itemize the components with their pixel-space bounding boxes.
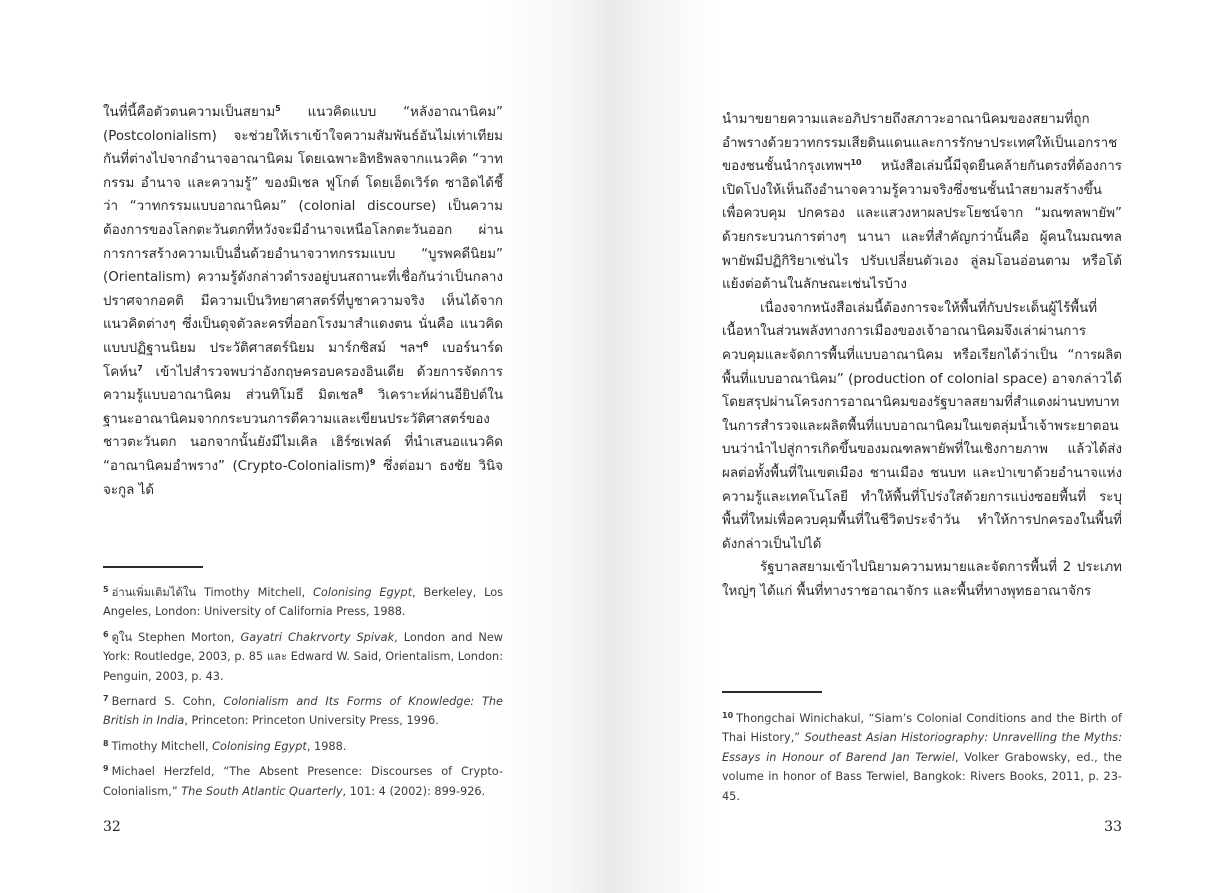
footnote-number: 9 [103, 764, 109, 774]
footnote-separator [722, 691, 822, 693]
footnote-number: 7 [103, 694, 109, 704]
body-paragraph [722, 297, 1122, 557]
footnote [103, 628, 503, 686]
text-run: ในที่นี้คือตัวตนความเป็นสยาม [103, 105, 276, 120]
text-run: ดูใน Stephen Morton, [111, 630, 241, 644]
footnote [103, 762, 503, 801]
footnote [103, 692, 503, 731]
page-number-left: 32 [103, 819, 121, 835]
footnote [722, 709, 1122, 806]
footnote [103, 737, 503, 756]
text-run: Thongchai Winichakul, “Siam’s Colonial Conditions and the Birth of Thai History,” [722, 712, 1122, 745]
body-paragraph [103, 101, 503, 502]
footnote-marker: 6 [422, 339, 429, 349]
text-run: เนื่องจากหนังสือเล่มนี้ต้องการจะให้พื้นที่กับประเด็นผู้ไร้พื้นที่ เนื้อหาในส่วนพลังทางการเมืองของเจ้าอาณานิคมจึงเล่าผ่านการควบคุมและจัดการพื้นที่แบบอาณานิคม หรือเรียกได้ว่าเป็น “การผลิตพื้นที่แบบอาณานิคม” (production of colonial space) อาจกล่าวได้โดยสรุปผ่านโครงการอาณานิคมของรัฐบาลสยามที่สำแดงผ่านบทบาทในการสำรวจและผลิตพื้นที่แบบอาณานิคมในเขตลุ่มน้ำเจ้าพระยาตอนบนว่านำไปสู่การเกิดขึ้นของมณฑลพายัพที่ในเชิงกายภาพ แล้วได้ส่งผลต่อทั้งพื้นที่ในเขตเมือง ชานเมือง ชนบท และป่าเขาด้วยอำนาจแห่งความรู้และเทคโนโลยี ทำให้พื้นที่โปร่งใสด้วยการแบ่งซอยพื้นที่ ระบุพื้นที่ใหม่เพื่อควบคุมพื้นที่ในชีวิตประจำวัน ทำให้การปกครองในพื้นที่ดังกล่าวเป็นไปได้ [722, 300, 1122, 552]
text-run: , 1988. [306, 739, 347, 753]
body-paragraph [722, 556, 1122, 603]
footnote-separator [103, 566, 203, 568]
text-run: หนังสือเล่มนี้มีจุดยืนคล้ายกันตรงที่ต้องการเปิดโปงให้เห็นถึงอำนาจความรู้ความจริงซึ่งชนชั้นนำสยามสร้างขึ้นเพื่อควบคุม ปกครอง และแสวงหาผลประโยชน์จาก “มณฑลพายัพ” ด้วยกระบวนการต่างๆ นานา และที่สำคัญกว่านั้นคือ ผู้คนในมณฑลพายัพมีปฏิกิริยาเช่นไร ปรับเปลี่ยนตัวเอง ลู่ลมโอนอ่อนตาม หรือโต้แย้งต่อต้านในลักษณะเช่นไรบ้าง [722, 159, 1122, 293]
text-run: , Berkeley, Los Angeles, London: University of California Press, 1988. [103, 586, 503, 619]
right-page [612, 0, 1225, 893]
footnote-marker: 7 [137, 363, 143, 373]
footnote-number: 6 [103, 629, 109, 639]
text-run: แนวคิดแบบ “หลังอาณานิคม” (Postcolonialism) จะช่วยให้เราเข้าใจความสัมพันธ์อันไม่เท่าเทียมกันที่ต่างไปจากอำนาจอาณานิคม โดยเฉพาะอิทธิพลจากแนวคิด “วาทกรรม อำนาจ และความรู้” ของมิเชล ฟูโกต์ โดยเอ็ดเวิร์ด ซาอิดได้ชี้ว่า “วาทกรรมแบบอาณานิคม” (colonial discourse) เป็นความต้องการของโลกตะวันตกที่หวังจะมีอำนาจเหนือโลกตะวันออก ผ่านการการสร้างความเป็นอื่นด้วยอำนาจวาทกรรมแบบ “บูรพคดีนิยม” (Orientalism) ความรู้ดังกล่าวดำรงอยู่บนสถานะที่เชื่อกันว่าเป็นกลาง ปราศจากอคติ มีความเป็นวิทยาศาสตร์ที่บูชาความจริง เห็นได้จากแนวคิดต่างๆ ซึ่งเป็นดุจตัวละครที่ออกโรงมาสำแดงตน นั่นคือ แนวคิดแบบปฏิฐานนิยม ประวัติศาสตร์นิยม มาร์กซิสม์ ฯลฯ [103, 105, 503, 356]
text-run: , London and New York: Routledge, 2003, p. 85 และ Edward W. Said, Orientalism, London: Penguin, 2003, p. 43. [103, 630, 504, 683]
text-run: , Princeton: Princeton University Press, 1996. [184, 714, 439, 728]
text-run: วิเคราะห์ผ่านอียิปต์ในฐานะอาณานิคมจากกระบวนการตีความและเขียนประวัติศาสตร์ของชาวตะวันตก นอกจากนั้นยังมีไมเคิล เฮิร์ซเฟลด์ ที่นำเสนอแนวคิด “อาณานิคมอำพราง” (Crypto-Colonialism) [103, 388, 503, 474]
footnote-number: 10 [722, 711, 734, 720]
right-footnotes [722, 709, 1122, 812]
footnote-marker: 9 [370, 457, 376, 467]
italic-title: Southeast Asian Historiography: Unravelling the Myths: Essays in Honour of Barend Jan Terwiel [722, 731, 1122, 764]
footnote-number: 8 [103, 738, 109, 748]
page-number-right: 33 [1104, 819, 1122, 835]
italic-title: Gayatri Chakrvorty Spivak [240, 630, 395, 644]
italic-title: Colonising Egypt [212, 739, 307, 753]
left-body-text [103, 101, 503, 502]
footnote-marker: 5 [275, 104, 281, 113]
text-run: Timothy Mitchell, [111, 739, 213, 753]
text-run: อ่านเพิ่มเติมได้ใน Timothy Mitchell, [111, 586, 314, 599]
footnote-marker: 10 [850, 158, 862, 168]
text-run: , Volker Grabowsky, ed., the volume in honor of Bass Terwiel, Bangkok: Rivers Books, 2011, p. 23-45. [722, 750, 1122, 803]
left-page [0, 0, 612, 893]
text-run: Bernard S. Cohn, [111, 695, 224, 709]
italic-title: The South Atlantic Quarterly [181, 784, 343, 798]
footnote-marker: 8 [357, 387, 364, 397]
footnote [103, 583, 503, 622]
body-paragraph [722, 108, 1122, 297]
text-run: Michael Herzfeld, “The Absent Presence: Discourses of Crypto-Colonialism,” [103, 765, 503, 798]
text-run: รัฐบาลสยามเข้าไปนิยามความหมายและจัดการพื้นที่ 2 ประเภทใหญ่ๆ ได้แก่ พื้นที่ทางราชอาณาจักร และพื้นที่ทางพุทธอาณาจักร [722, 560, 1122, 599]
text-run: ซึ่งต่อมา ธงชัย วินิจจะกูล ได้ [103, 458, 503, 498]
italic-title: Colonising Egypt [313, 586, 412, 599]
text-run: เบอร์นาร์ด โคห์น [103, 340, 503, 380]
right-body-text [722, 108, 1122, 603]
text-run: เข้าไปสำรวจพบว่าอังกฤษครอบครองอินเดีย ด้วยการจัดการความรู้แบบอาณานิคม ส่วนทิโมธี มิตเชล [103, 364, 503, 404]
text-run: , 101: 4 (2002): 899-926. [342, 784, 486, 798]
footnote-number: 5 [103, 585, 109, 594]
italic-title: Colonialism and Its Forms of Knowledge: The British in India [103, 695, 504, 728]
text-run: นำมาขยายความและอภิปรายถึงสภาวะอาณานิคมของสยามที่ถูกอำพรางด้วยวาทกรรมเสียดินแดนและการรักษาประเทศให้เป็นเอกราชของชนชั้นนำกรุงเทพฯ [722, 112, 1118, 175]
left-footnotes [103, 583, 503, 807]
